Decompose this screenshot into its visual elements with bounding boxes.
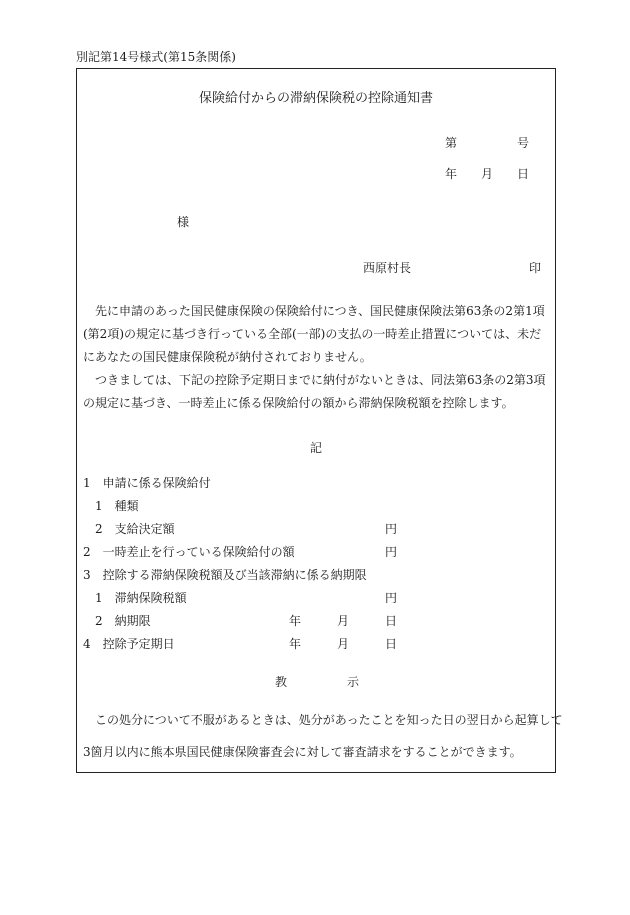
issuer-name: 西原村長: [363, 261, 412, 275]
form-label: 別記第14号様式(第15条関係): [76, 50, 236, 64]
item-3-2: 2 納期限: [95, 614, 151, 628]
item-4: 4 控除予定期日: [83, 637, 175, 651]
notice-line-2: 3箇月以内に熊本県国民健康保険審査会に対して審査請求をすることができます。: [83, 745, 522, 759]
addressee-suffix: 様: [177, 215, 190, 229]
body-paragraph-2: つきましては、下記の控除予定期日までに納付がないときは、同法第63条の2第3項の規定に基づき、一時差止に係る保険給付の額から滞納保険税額を控除します。: [83, 373, 546, 410]
item-3: 3 控除する滞納保険税額及び当該滞納に係る納期限: [83, 568, 367, 582]
item-4-day: 日: [385, 637, 398, 651]
date-year: 年: [445, 167, 458, 181]
item-1-1: 1 種類: [95, 499, 139, 513]
number-dai: 第: [445, 136, 458, 150]
number-go: 号: [517, 136, 530, 150]
item-3-1-yen: 円: [385, 591, 398, 605]
notice-frame: [76, 68, 563, 773]
item-3-2-day: 日: [385, 614, 398, 628]
item-1-2-yen: 円: [385, 522, 398, 536]
item-1-2: 2 支給決定額: [95, 522, 175, 536]
kyoji-left: 教: [275, 675, 288, 689]
item-3-2-month: 月: [337, 614, 350, 628]
date-month: 月: [481, 167, 494, 181]
body-paragraph-1: 先に申請のあった国民健康保険の保険給付につき、国民健康保険法第63条の2第1項(第2項)の規定に基づき行っている全部(一部)の支払の一時差止措置については、未だにあなたの国民健康保険税が納付されておりません。: [83, 304, 545, 364]
date-day: 日: [517, 167, 530, 181]
kyoji-right: 示: [347, 675, 360, 689]
item-2: 2 一時差止を行っている保険給付の額: [83, 545, 295, 559]
item-1: 1 申請に係る保険給付: [83, 476, 211, 490]
page-title: 保険給付からの滞納保険税の控除通知書: [198, 91, 433, 106]
item-3-1: 1 滞納保険税額: [95, 591, 187, 605]
item-2-yen: 円: [385, 545, 398, 559]
item-3-2-year: 年: [289, 614, 302, 628]
seal-mark: 印: [529, 261, 542, 275]
ki-heading: 記: [309, 441, 322, 455]
notice-line-1: この処分について不服があるときは、処分があったことを知った日の翌日から起算して: [95, 713, 563, 727]
item-4-month: 月: [337, 637, 350, 651]
item-4-year: 年: [289, 637, 302, 651]
